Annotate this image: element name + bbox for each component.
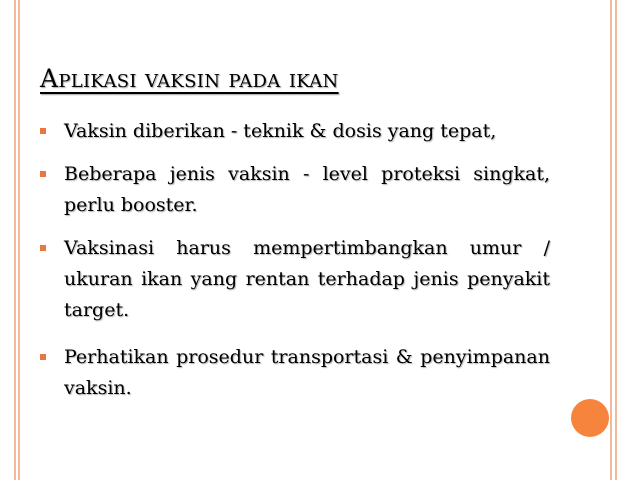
left-border-line-inner (18, 0, 20, 480)
bullet-text: Vaksin diberikan - teknik & dosis yang tepat, (64, 120, 497, 142)
right-border-line-outer (615, 0, 617, 480)
bullet-text: Vaksinasi harus mempertimbangkan umur / ukuran ikan yang rentan terhadap jenis penyakit target. (64, 237, 550, 321)
bullet-marker-icon (40, 354, 46, 360)
slide-title: Aplikasi vaksin pada ikan (40, 64, 339, 93)
bullet-marker-icon (40, 171, 46, 177)
bullet-item (40, 342, 550, 404)
bullet-item (40, 116, 550, 147)
bullet-marker-icon (40, 128, 46, 134)
decorative-circle (571, 399, 609, 437)
right-border-line-inner (610, 0, 612, 480)
bullet-list (40, 116, 550, 404)
bullet-marker-icon (40, 245, 46, 251)
left-border-line-outer (14, 0, 16, 480)
bullet-text: Beberapa jenis vaksin - level proteksi singkat, perlu booster. (64, 163, 550, 216)
bullet-item (40, 159, 550, 221)
bullet-item (40, 233, 550, 326)
bullet-text: Perhatikan prosedur transportasi & penyimpanan vaksin. (64, 346, 550, 399)
